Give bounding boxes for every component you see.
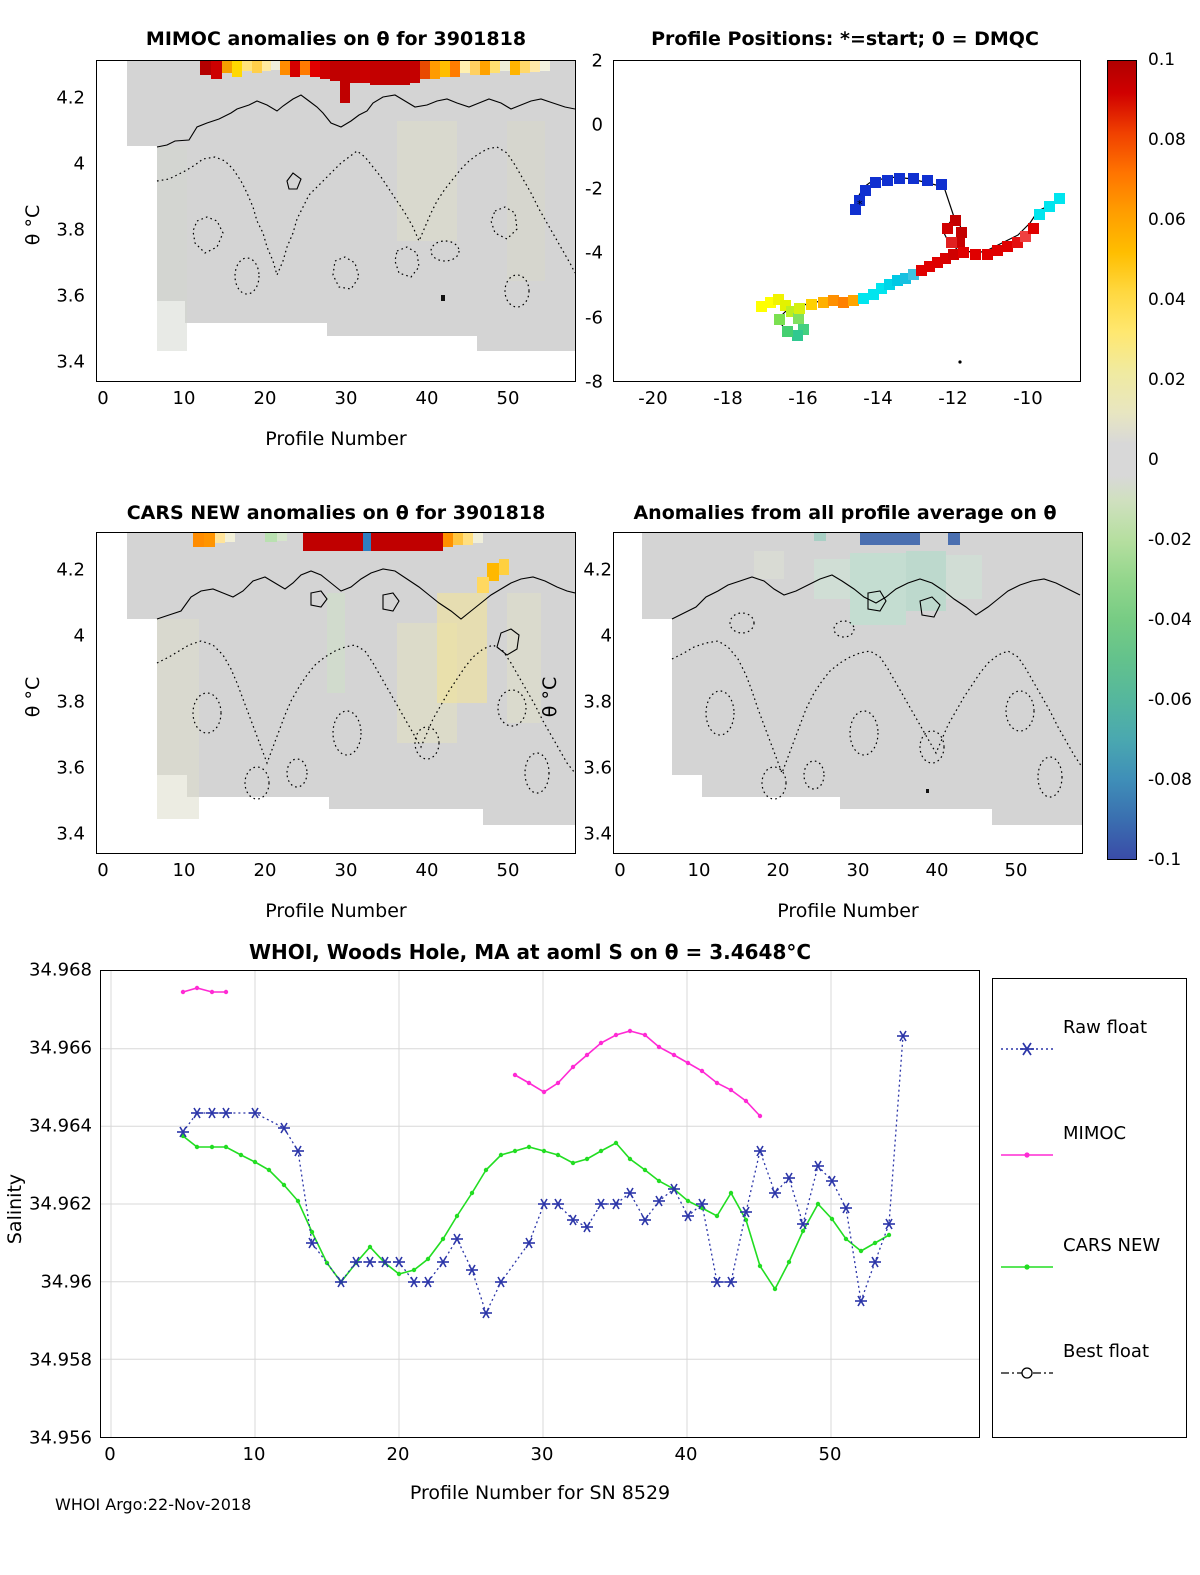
salinity-xlabel: Profile Number for SN 8529 bbox=[409, 1482, 671, 1504]
positions-ytick--4: -4 bbox=[585, 242, 603, 264]
positions-xtick--16: -16 bbox=[788, 388, 818, 409]
colorbar-tick-4: 0.02 bbox=[1148, 370, 1186, 390]
allprof-xtick-50: 50 bbox=[1004, 860, 1028, 881]
mimoc-ytick-4: 4 bbox=[73, 153, 85, 175]
cars-xtick-10: 10 bbox=[172, 860, 196, 881]
cars-title: CARS NEW anomalies on θ for 3901818 bbox=[126, 502, 546, 524]
legend-label-raw-float: Raw float bbox=[1063, 1017, 1148, 1038]
cars-xtick-50: 50 bbox=[496, 860, 520, 881]
colorbar-tick-7: -0.04 bbox=[1148, 610, 1192, 630]
cars-axes bbox=[96, 532, 576, 854]
salinity-ytick-34.962: 34.962 bbox=[29, 1193, 92, 1215]
cars-xtick-40: 40 bbox=[415, 860, 439, 881]
positions-scatter bbox=[614, 61, 1080, 381]
positions-ytick-2: 2 bbox=[591, 50, 603, 72]
allprof-ytick-3.8: 3.8 bbox=[583, 691, 612, 713]
positions-ytick--8: -8 bbox=[585, 371, 603, 393]
cars-ytick-3.6: 3.6 bbox=[56, 757, 85, 779]
mimoc-xtick-20: 20 bbox=[253, 388, 277, 409]
legend-label-mimoc: MIMOC bbox=[1063, 1123, 1127, 1144]
salinity-axes bbox=[100, 970, 980, 1438]
salinity-ytick-34.958: 34.958 bbox=[29, 1349, 92, 1371]
cars-ylabel: θ °C bbox=[22, 676, 44, 718]
salinity-xtick-10: 10 bbox=[242, 1444, 266, 1465]
colorbar-tick-5: 0 bbox=[1148, 450, 1159, 470]
positions-xtick--18: -18 bbox=[713, 388, 743, 409]
mimoc-ytick-3.8: 3.8 bbox=[56, 219, 85, 241]
mimoc-xlabel: Profile Number bbox=[265, 428, 407, 450]
series-mimoc-left bbox=[183, 988, 226, 992]
colorbar-gradient bbox=[1107, 60, 1137, 860]
colorbar-tick-9: -0.08 bbox=[1148, 770, 1192, 790]
legend-label-best-float: Best float bbox=[1063, 1341, 1150, 1362]
colorbar-tick-3: 0.04 bbox=[1148, 290, 1186, 310]
positions-xtick--20: -20 bbox=[638, 388, 668, 409]
positions-ytick--2: -2 bbox=[585, 178, 603, 200]
salinity-ytick-34.956: 34.956 bbox=[29, 1427, 92, 1449]
salinity-xtick-40: 40 bbox=[674, 1444, 698, 1465]
legend-symbols bbox=[993, 979, 1186, 1437]
mimoc-xtick-40: 40 bbox=[415, 388, 439, 409]
salinity-ytick-34.96: 34.96 bbox=[40, 1271, 92, 1293]
allprof-heatmap bbox=[614, 533, 1082, 853]
allprof-title: Anomalies from all profile average on θ bbox=[633, 502, 1057, 524]
mimoc-title: MIMOC anomalies on θ for 3901818 bbox=[145, 28, 527, 50]
mimoc-ytick-3.6: 3.6 bbox=[56, 285, 85, 307]
cars-ytick-4.2: 4.2 bbox=[56, 559, 85, 581]
salinity-legend bbox=[992, 978, 1187, 1438]
positions-xtick--10: -10 bbox=[1013, 388, 1043, 409]
mimoc-xtick-30: 30 bbox=[334, 388, 358, 409]
mimoc-heatmap bbox=[97, 61, 575, 381]
allprof-xtick-10: 10 bbox=[687, 860, 711, 881]
legend-label-cars-new: CARS NEW bbox=[1063, 1235, 1161, 1256]
colorbar-tick-2: 0.06 bbox=[1148, 210, 1186, 230]
colorbar-tick-1: 0.08 bbox=[1148, 130, 1186, 150]
cars-xtick-0: 0 bbox=[97, 860, 109, 881]
cars-ytick-3.4: 3.4 bbox=[56, 823, 85, 845]
colorbar-tick-6: -0.02 bbox=[1148, 530, 1192, 550]
series-mimoc-markers bbox=[181, 986, 762, 1118]
positions-axes bbox=[613, 60, 1081, 382]
allprof-ytick-3.4: 3.4 bbox=[583, 823, 612, 845]
colorbar-tick-10: -0.1 bbox=[1148, 850, 1182, 870]
allprof-ytick-4: 4 bbox=[600, 625, 612, 647]
positions-title: Profile Positions: *=start; 0 = DMQC bbox=[651, 28, 1039, 50]
allprof-xtick-40: 40 bbox=[925, 860, 949, 881]
mimoc-ylabel: θ °C bbox=[22, 204, 44, 246]
mimoc-xtick-0: 0 bbox=[97, 388, 109, 409]
cars-xtick-20: 20 bbox=[253, 860, 277, 881]
salinity-xtick-0: 0 bbox=[104, 1444, 116, 1465]
positions-xtick--14: -14 bbox=[863, 388, 893, 409]
position-markers bbox=[756, 173, 1065, 341]
salinity-xtick-30: 30 bbox=[530, 1444, 554, 1465]
allprof-xtick-0: 0 bbox=[614, 860, 626, 881]
cars-xtick-30: 30 bbox=[334, 860, 358, 881]
allprof-ylabel: θ °C bbox=[539, 676, 561, 718]
allprof-xlabel: Profile Number bbox=[777, 900, 919, 922]
series-cars-new bbox=[183, 1136, 889, 1289]
cars-xlabel: Profile Number bbox=[265, 900, 407, 922]
salinity-ytick-34.968: 34.968 bbox=[29, 959, 92, 981]
salinity-xtick-20: 20 bbox=[386, 1444, 410, 1465]
cars-heatmap bbox=[97, 533, 575, 853]
series-mimoc-right bbox=[515, 1031, 760, 1116]
mimoc-xtick-10: 10 bbox=[172, 388, 196, 409]
positions-ytick-0: 0 bbox=[591, 114, 603, 136]
colorbar-tick-8: -0.06 bbox=[1148, 690, 1192, 710]
salinity-xtick-50: 50 bbox=[818, 1444, 842, 1465]
mimoc-ytick-3.4: 3.4 bbox=[56, 351, 85, 373]
mimoc-ytick-4.2: 4.2 bbox=[56, 87, 85, 109]
colorbar-tick-0: 0.1 bbox=[1148, 50, 1176, 70]
allprof-xtick-30: 30 bbox=[846, 860, 870, 881]
positions-ytick--6: -6 bbox=[585, 307, 603, 329]
mimoc-xtick-50: 50 bbox=[496, 388, 520, 409]
cars-ytick-3.8: 3.8 bbox=[56, 691, 85, 713]
footer-text: WHOI Argo:22-Nov-2018 bbox=[55, 1495, 252, 1514]
allprof-ytick-3.6: 3.6 bbox=[583, 757, 612, 779]
series-cars-new-markers bbox=[181, 1134, 891, 1291]
allprof-ytick-4.2: 4.2 bbox=[583, 559, 612, 581]
cars-ytick-4: 4 bbox=[73, 625, 85, 647]
svg-text:*: * bbox=[857, 198, 863, 211]
salinity-ylabel: Salinity bbox=[4, 1173, 26, 1245]
salinity-title: WHOI, Woods Hole, MA at aoml S on θ = 3.4648°C bbox=[248, 940, 812, 964]
salinity-ytick-34.964: 34.964 bbox=[29, 1115, 92, 1137]
allprof-axes bbox=[613, 532, 1083, 854]
mimoc-axes bbox=[96, 60, 576, 382]
salinity-ytick-34.966: 34.966 bbox=[29, 1037, 92, 1059]
positions-xtick--12: -12 bbox=[938, 388, 968, 409]
allprof-xtick-20: 20 bbox=[766, 860, 790, 881]
salinity-plot bbox=[101, 971, 979, 1437]
